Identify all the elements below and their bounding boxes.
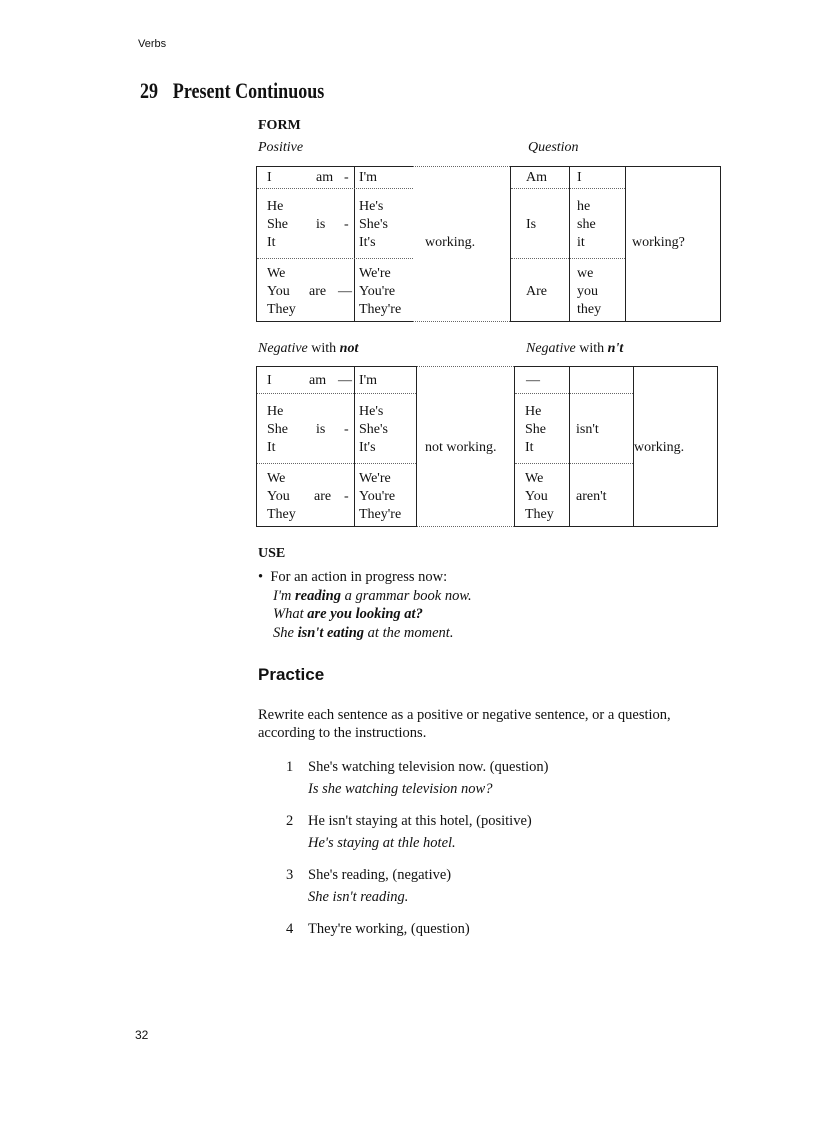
positive-label: Positive <box>258 140 304 155</box>
table-cell: Are <box>526 284 547 299</box>
running-header: Verbs <box>138 38 167 50</box>
table-cell: We're You're They're <box>359 266 402 317</box>
table-cell: working. <box>425 235 476 250</box>
table-cell: is <box>316 217 326 232</box>
table-cell: I <box>577 170 582 185</box>
table-cell: I <box>267 373 272 388</box>
table-cell: am <box>309 373 327 388</box>
table-cell: He's She's It's <box>359 199 388 250</box>
question-label: Question <box>528 140 579 155</box>
table-cell: Am <box>526 170 547 185</box>
exercise-item: 3 She's reading, (negative) She isn't reading. <box>286 864 451 908</box>
table-cell: I'm <box>359 170 378 185</box>
table-cell: — <box>526 373 540 388</box>
table-cell: not working. <box>425 440 497 455</box>
table-cell: I'm <box>359 373 378 388</box>
form-heading: FORM <box>258 118 301 133</box>
table-cell: He's She's It's <box>359 404 388 455</box>
table-cell: He She It <box>525 404 546 455</box>
table-cell: We You They <box>525 471 554 522</box>
table-cell: Is <box>526 217 537 232</box>
table-cell: aren't <box>576 489 607 504</box>
chapter-title: Present Continuous <box>172 78 325 103</box>
negative-not-label: Negative with not <box>258 341 359 356</box>
exercise-answer: He's staying at thle hotel. <box>308 835 456 851</box>
table-cell: we you they <box>577 266 602 317</box>
table-cell: am <box>316 170 334 185</box>
table-cell: I <box>267 170 272 185</box>
page-number: 32 <box>135 1028 149 1042</box>
table-cell: We're You're They're <box>359 471 402 522</box>
use-example: She isn't eating at the moment. <box>273 624 454 641</box>
table-cell: We You They <box>267 471 296 522</box>
table-cell: He She It <box>267 404 288 455</box>
table-cell: are <box>309 284 327 299</box>
negative-nt-label: Negative with n't <box>526 341 624 356</box>
table-cell: isn't <box>576 422 599 437</box>
table-cell: are <box>314 489 332 504</box>
exercise-item: 4 They're working, (question) <box>286 921 470 937</box>
table-cell: is <box>316 422 326 437</box>
use-example: I'm reading a grammar book now. <box>273 587 472 604</box>
use-heading: USE <box>258 546 286 561</box>
use-bullet: • For an action in progress now: <box>258 569 448 585</box>
chapter-number: 29 <box>140 78 159 103</box>
table-cell: working? <box>632 235 685 250</box>
table-cell: He She It <box>267 199 288 250</box>
exercise-item: 2 He isn't staying at this hotel, (positive) He's staying at thle hotel. <box>286 810 532 854</box>
exercise-item: 1 She's watching television now. (question) Is she watching television now? <box>286 756 548 800</box>
chapter-heading <box>140 78 324 104</box>
practice-instructions: Rewrite each sentence as a positive or negative sentence, or a question, according to the instructions. <box>258 707 671 741</box>
use-list <box>258 568 472 642</box>
table-cell: he she it <box>577 199 596 250</box>
practice-heading: Practice <box>258 665 325 684</box>
table-cell: working. <box>634 440 685 455</box>
use-example: What are you looking at? <box>273 606 423 622</box>
exercise-answer: She isn't reading. <box>308 889 409 905</box>
table-cell: We You They <box>267 266 296 317</box>
exercise-answer: Is she watching television now? <box>308 781 493 797</box>
